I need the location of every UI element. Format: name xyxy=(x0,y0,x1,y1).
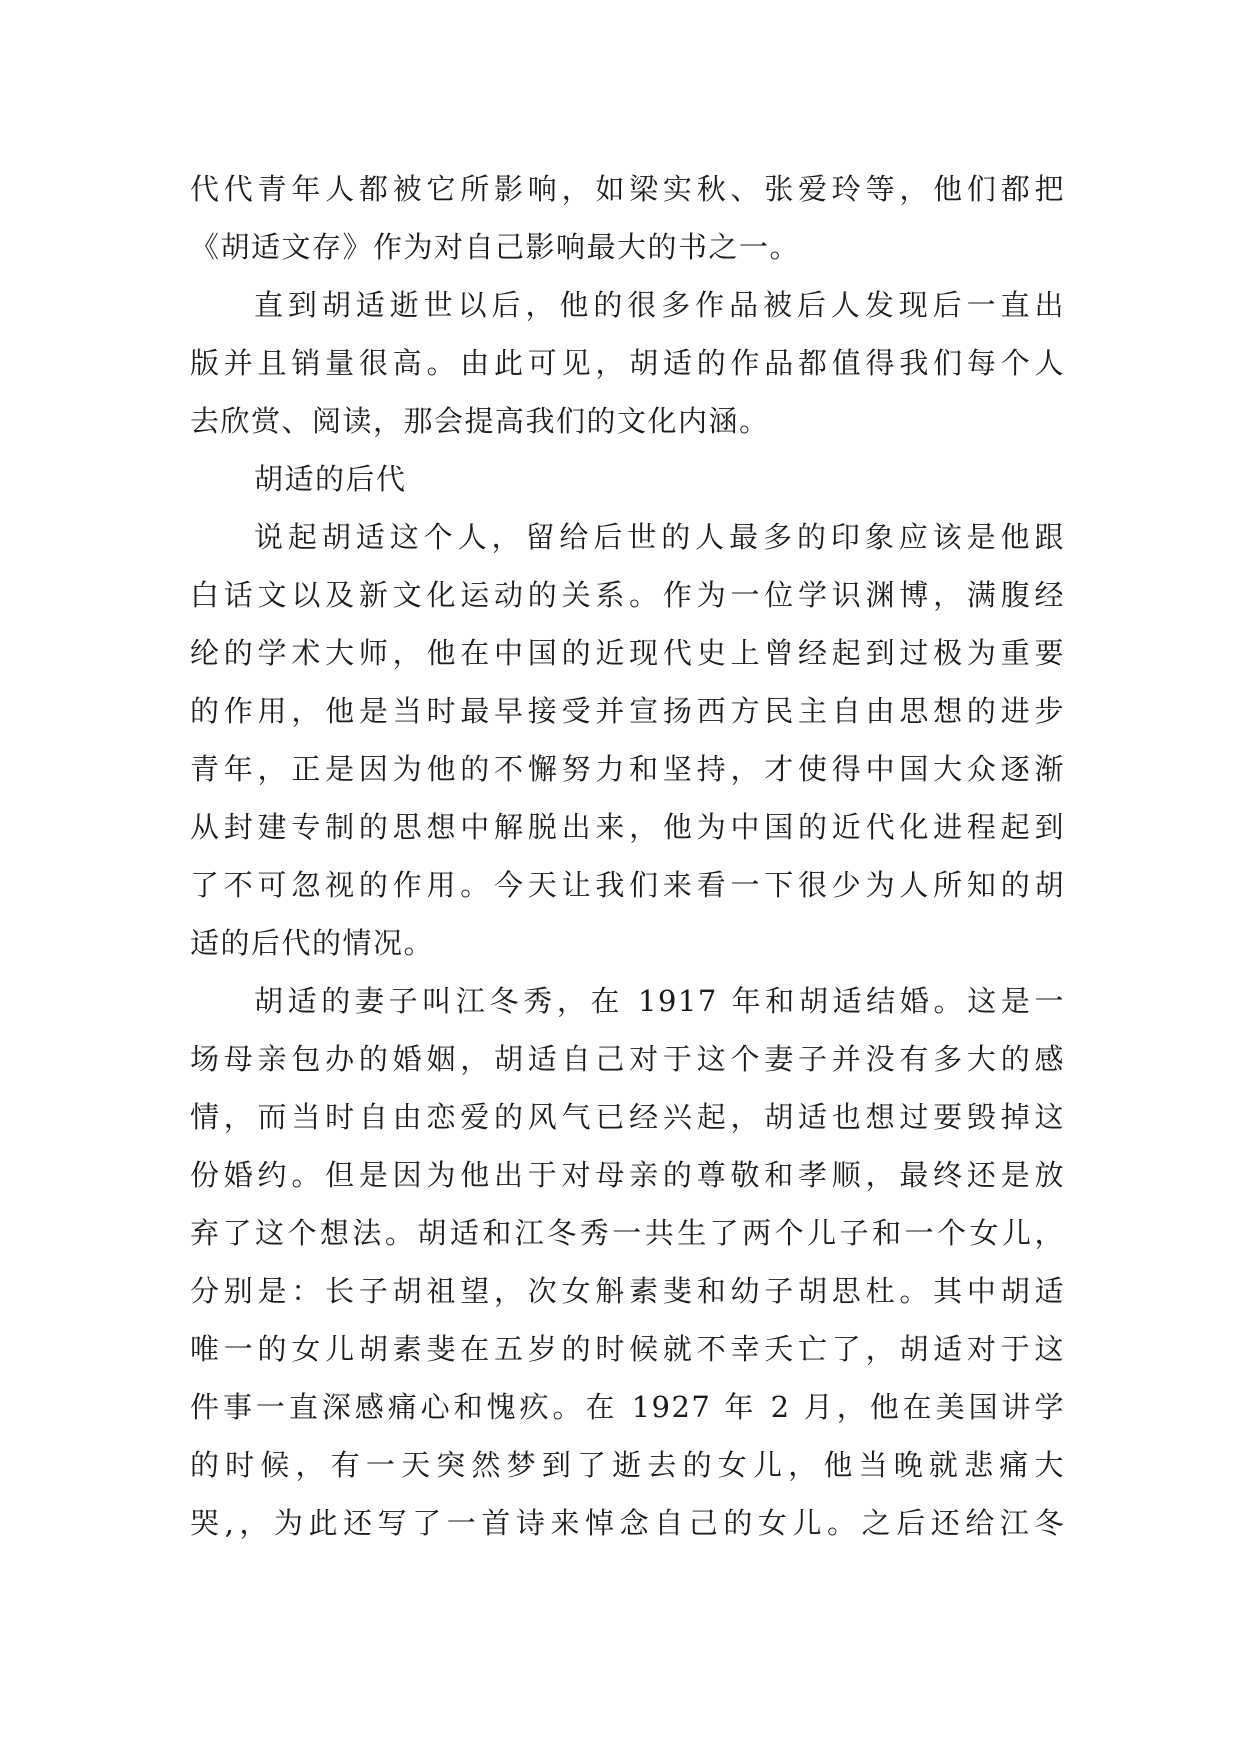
text-line: 纶的学术大师，他在中国的近现代史上曾经起到过极为重要 xyxy=(190,636,1065,670)
text-line: 份婚约。但是因为他出于对母亲的尊敬和孝顺，最终还是放 xyxy=(190,1158,1065,1192)
text-line: 适的后代的情况。 xyxy=(190,926,435,960)
text-line: 版并且销量很高。由此可见，胡适的作品都值得我们每个人 xyxy=(190,346,1065,380)
text-line: 分别是：长子胡祖望，次女斛素斐和幼子胡思杜。其中胡适 xyxy=(190,1274,1065,1308)
text-line: 弃了这个想法。胡适和江冬秀一共生了两个儿子和一个女儿， xyxy=(190,1216,1065,1250)
document-page xyxy=(190,160,1065,1552)
text-line: 白话文以及新文化运动的关系。作为一位学识渊博，满腹经 xyxy=(190,578,1065,612)
text-line: 唯一的女儿胡素斐在五岁的时候就不幸夭亡了，胡适对于这 xyxy=(190,1332,1065,1366)
text-line: 从封建专制的思想中解脱出来，他为中国的近代化进程起到 xyxy=(190,810,1065,844)
text-line: 了不可忽视的作用。今天让我们来看一下很少为人所知的胡 xyxy=(190,868,1065,902)
text-line: 的作用，他是当时最早接受并宣扬西方民主自由思想的进步 xyxy=(190,694,1065,728)
paragraph-first-line: 胡适的妻子叫江冬秀，在 1917 年和胡适结婚。这是一 xyxy=(254,984,1065,1018)
text-line: 情，而当时自由恋爱的风气已经兴起，胡适也想过要毁掉这 xyxy=(190,1100,1065,1134)
text-line: 件事一直深感痛心和愧疚。在 1927 年 2 月，他在美国讲学 xyxy=(190,1390,1065,1424)
text-line: 哭,，为此还写了一首诗来悼念自己的女儿。之后还给江冬 xyxy=(190,1506,1065,1540)
text-line: 青年，正是因为他的不懈努力和坚持，才使得中国大众逐渐 xyxy=(190,752,1065,786)
text-line: 《胡适文存》作为对自己影响最大的书之一。 xyxy=(190,230,801,264)
section-heading: 胡适的后代 xyxy=(254,462,407,496)
paragraph-first-line: 说起胡适这个人，留给后世的人最多的印象应该是他跟 xyxy=(254,520,1065,554)
text-line: 代代青年人都被它所影响，如梁实秋、张爱玲等，他们都把 xyxy=(190,172,1065,206)
paragraph-first-line: 直到胡适逝世以后，他的很多作品被后人发现后一直出 xyxy=(254,288,1065,322)
text-line: 去欣赏、阅读，那会提高我们的文化内涵。 xyxy=(190,404,770,438)
text-line: 场母亲包办的婚姻，胡适自己对于这个妻子并没有多大的感 xyxy=(190,1042,1065,1076)
text-line: 的时候，有一天突然梦到了逝去的女儿，他当晚就悲痛大 xyxy=(190,1448,1065,1482)
